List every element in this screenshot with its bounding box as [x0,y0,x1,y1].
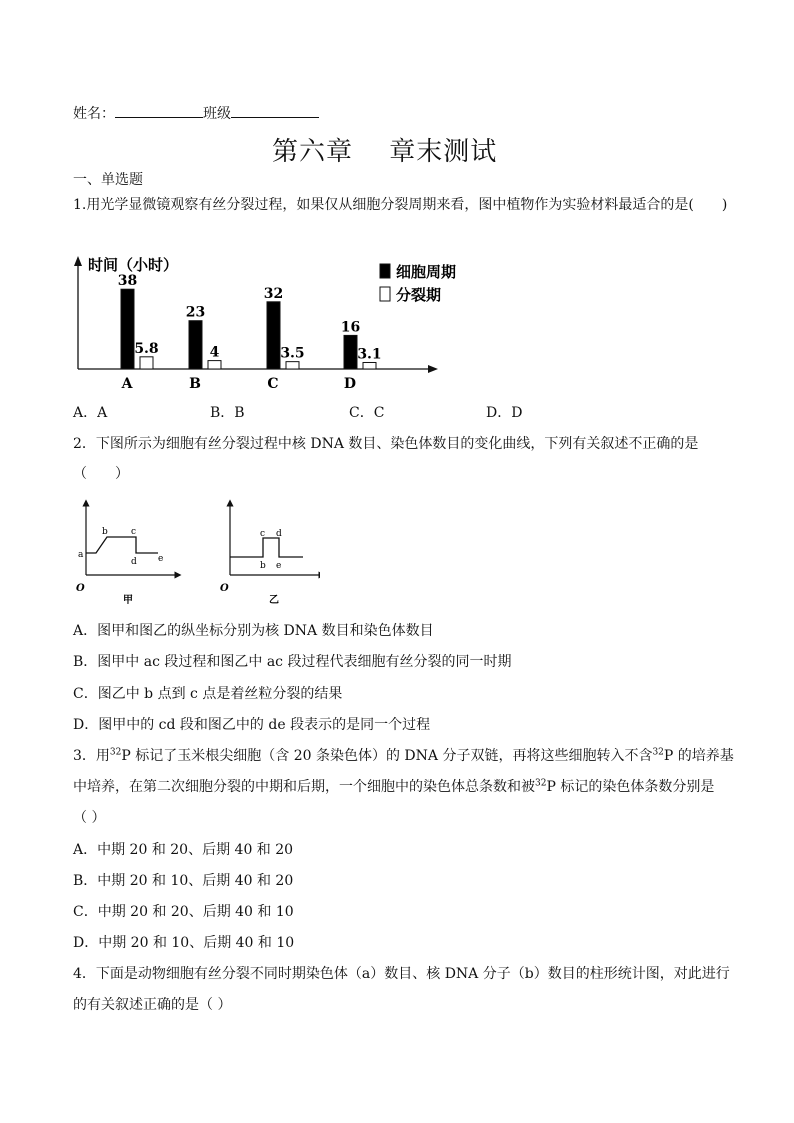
q2-option-a[interactable]: A．图甲和图乙的纵坐标分别为核 DNA 数目和染色体数目 [73,623,434,639]
yi-curve [230,538,303,557]
yi-point-c: c [260,529,266,539]
x-tick-A: A [121,376,133,392]
yi-point-e: e [276,561,282,571]
bar-C-division [286,362,299,369]
class-label: 班级 [203,106,231,122]
q1-option-b[interactable]: B．B [210,405,245,421]
figure-yi [220,503,320,606]
x-tick-B: B [189,376,201,392]
legend-swatch-0 [380,264,390,278]
section-heading: 一、单选题 [73,172,143,188]
yi-point-d: d [276,529,282,539]
bar-D-division [363,362,376,369]
bar-C-cycle [267,302,280,369]
chart-y-label: 时间（小时） [88,256,179,274]
bar-A-division [140,357,153,369]
jia-caption: 甲 [123,595,133,606]
q1-option-c[interactable]: C．C [349,405,385,421]
q3-option-b[interactable]: B．中期 20 和 10、后期 40 和 20 [73,873,294,889]
chart-y-arrow [74,256,82,266]
q2-option-d[interactable]: D．图甲中的 cd 段和图乙中的 de 段表示的是同一个过程 [73,717,431,733]
data-label-C-cycle: 32 [263,285,284,302]
jia-origin-label: O [76,583,85,594]
data-label-D-cycle: 16 [340,319,361,336]
data-label-C-division: 3.5 [280,345,305,362]
data-label-B-cycle: 23 [185,304,206,321]
jia-point-b: b [102,527,108,537]
yi-caption: 乙 [269,595,279,606]
q2-stem-line1: 2．下图所示为细胞有丝分裂过程中核 DNA 数目、染色体数目的变化曲线，下列有关叙述不正确的是 [73,436,699,452]
jia-curve [86,537,158,553]
jia-point-e: e [158,554,164,564]
q4-stem-line1: 4．下面是动物细胞有丝分裂不同时期染色体（a）数目、核 DNA 分子（b）数目的柱形统计图，对此进行 [73,966,730,982]
q1-stem: 1.用光学显微镜观察有丝分裂过程，如果仅从细胞分裂周期来看，图中植物作为实验材料最适合的是( ) [73,197,728,213]
legend-label-0: 细胞周期 [396,263,457,281]
q3-option-d[interactable]: D．中期 20 和 10、后期 40 和 10 [73,935,295,951]
bar-D-cycle [344,335,357,369]
jia-point-d: d [131,557,137,567]
legend-label-1: 分裂期 [396,286,442,304]
q4-stem-line2: 的有关叙述正确的是（ ） [73,997,232,1013]
q2-option-b[interactable]: B．图甲中 ac 段过程和图乙中 ac 段过程代表细胞有丝分裂的同一时期 [73,654,512,670]
q3-stem-line3: （ ） [73,810,106,826]
data-label-B-division: 4 [209,344,220,361]
q2-figures [70,495,320,610]
q3-stem-line1: 3．用$^{32}$P 标记了玉米根尖细胞（含 20 条染色体）的 DNA 分子双链，再将这些细胞转入不含$^{32}$P 的培养基 [73,747,734,764]
name-field [73,103,319,123]
yi-point-b: b [260,561,266,571]
q3-option-a[interactable]: A．中期 20 和 20、后期 40 和 20 [73,842,294,858]
data-label-A-division: 5.8 [134,340,159,357]
jia-point-a: a [78,550,84,560]
chart-x-arrow [428,365,438,373]
q1-option-a[interactable]: A．A [73,405,108,421]
bar-B-division [208,361,221,369]
q1-option-d[interactable]: D．D [486,405,523,421]
q2-option-c[interactable]: C．图乙中 b 点到 c 点是着丝粒分裂的结果 [73,686,343,702]
yi-origin-label: O [220,583,229,594]
figure-jia [76,503,178,606]
x-tick-C: C [267,376,279,392]
page-title: 第六章 章末测试 [272,137,498,167]
q2-stem-line2: （ ） [73,466,129,482]
class-blank[interactable] [231,103,319,118]
legend-swatch-1 [380,287,390,301]
jia-point-c: c [131,527,137,537]
bar-B-cycle [189,321,202,369]
q1-bar-chart [70,250,480,400]
bar-A-cycle [121,289,134,369]
q3-stem-line2: 中培养，在第二次细胞分裂的中期和后期，一个细胞中的染色体总条数和被$^{32}$P 标记的染色体条数分别是 [73,778,715,795]
data-label-A-cycle: 38 [117,273,138,290]
name-blank[interactable] [115,103,203,118]
data-label-D-division: 3.1 [357,346,382,363]
q3-option-c[interactable]: C．中期 20 和 20、后期 40 和 10 [73,904,294,920]
name-label: 姓名： [73,106,115,122]
x-tick-D: D [343,376,357,392]
